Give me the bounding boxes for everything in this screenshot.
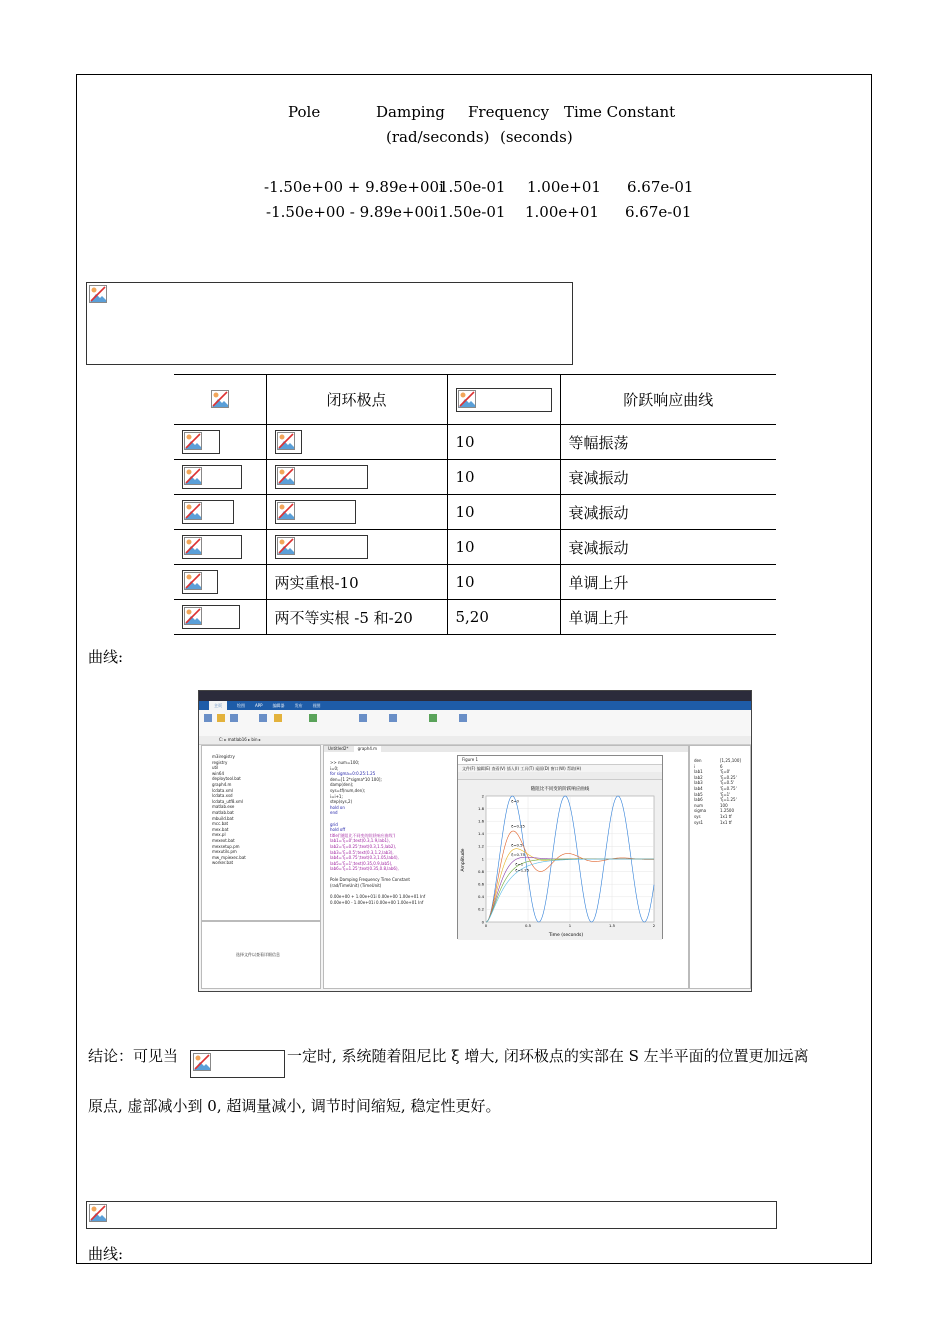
code-line: Pole Damping Frequency Time Constant bbox=[330, 877, 410, 883]
file-item[interactable]: mw_mpiexec.bat bbox=[212, 854, 246, 860]
file-item[interactable]: win64 bbox=[212, 770, 225, 776]
equation-image-placeholder bbox=[86, 282, 573, 365]
editor-tab[interactable]: graph4.m bbox=[354, 746, 381, 752]
matlab-ribbon bbox=[199, 710, 751, 737]
details-pane bbox=[201, 921, 321, 989]
variable-value: 'ξ=0.5' bbox=[720, 780, 735, 786]
conclusion-line-2: 原点, 虚部减小到 0, 超调量减小, 调节时间缩短, 稳定性更好。 bbox=[88, 1097, 501, 1115]
details-text: 选择文件以查看详细信息 bbox=[236, 952, 280, 957]
y-tick-label: 0.6 bbox=[477, 881, 484, 887]
ribbon-tab[interactable]: 发布 bbox=[294, 703, 303, 708]
pole-response-table bbox=[174, 374, 776, 635]
file-item[interactable]: matlab.bat bbox=[212, 809, 234, 815]
ribbon-tab[interactable]: 视图 bbox=[312, 703, 321, 708]
variable-value: 'ξ=1.25' bbox=[720, 797, 737, 803]
zeta-value-image bbox=[182, 605, 240, 629]
file-item[interactable]: matlab.exe bbox=[212, 804, 235, 810]
table-row bbox=[174, 495, 776, 530]
variable-name: i bbox=[694, 763, 696, 769]
code-line: hold on bbox=[330, 804, 345, 810]
damp-header-damping: Damping bbox=[376, 103, 445, 121]
variable-name: sys bbox=[694, 813, 701, 819]
ribbon-tab[interactable]: 主页 bbox=[209, 701, 227, 710]
pole-value-image bbox=[275, 500, 356, 524]
curve-label-2: 曲线: bbox=[88, 1245, 124, 1263]
code-line: 0.00e+00 - 1.00e+01i 0.00e+00 1.00e+01 Inf bbox=[330, 899, 424, 905]
x-tick-label: 0 bbox=[484, 923, 488, 928]
code-line: damp(den); bbox=[330, 782, 354, 788]
variable-value: 1.2500 bbox=[720, 808, 734, 814]
damp-row-1-frequency: 1.00e+01 bbox=[527, 178, 601, 196]
ribbon-tab[interactable]: 绘图 bbox=[237, 703, 245, 708]
wn-cell: 10 bbox=[447, 460, 560, 495]
table-row bbox=[174, 565, 776, 600]
wn-cell: 10 bbox=[447, 530, 560, 565]
damp-header-frequency: Frequency bbox=[468, 103, 550, 121]
damp-row-2-frequency: 1.00e+01 bbox=[525, 203, 599, 221]
table-row bbox=[174, 425, 776, 460]
code-line: title('随阻比不同变的阶跃响应曲线') bbox=[330, 832, 396, 838]
y-tick-label: 0.2 bbox=[477, 906, 484, 912]
code-line: >> num=100; bbox=[330, 760, 360, 765]
variable-value: [1,25,100] bbox=[720, 758, 741, 763]
y-tick-label: 1 bbox=[481, 856, 484, 862]
matlab-titlebar bbox=[199, 691, 751, 701]
pole-value-image bbox=[275, 465, 368, 489]
table-row bbox=[174, 530, 776, 565]
code-line: lab4='ξ=0.75';text(0.3,1.05,lab4), bbox=[330, 855, 399, 861]
variable-name: sys1 bbox=[694, 819, 704, 825]
x-tick-label: 0.5 bbox=[524, 923, 532, 928]
workspace-list bbox=[694, 758, 750, 825]
table-row bbox=[174, 600, 776, 635]
code-line: den=[1 2*sigma*10 100]; bbox=[330, 776, 382, 782]
file-item[interactable]: lcdata.xsd bbox=[212, 793, 233, 799]
file-item[interactable]: mexext.bat bbox=[212, 837, 235, 843]
code-line: for sigma=0:0.25:1.25 bbox=[330, 771, 376, 777]
page-frame bbox=[76, 74, 872, 1264]
damp-row-2-damping: 1.50e-01 bbox=[439, 203, 506, 221]
x-axis-label: Time (seconds) bbox=[548, 933, 584, 938]
code-line: lab5='ξ=1';text(0.35,0.9,lab5), bbox=[330, 860, 393, 866]
y-tick-label: 0.4 bbox=[477, 894, 484, 900]
table-row bbox=[174, 460, 776, 495]
y-tick-label: 0.8 bbox=[477, 868, 484, 874]
code-line: lab6='ξ=1.25';text(0.35,0.8,lab6), bbox=[330, 866, 399, 872]
series-annotation: ξ=0.5 bbox=[511, 842, 523, 848]
file-item[interactable]: mcc.bat bbox=[212, 821, 229, 827]
pole-value-image bbox=[275, 430, 302, 454]
file-item[interactable]: m3iregistry bbox=[212, 754, 235, 759]
header-wn-cell bbox=[447, 375, 560, 425]
variable-name: sigma bbox=[694, 808, 707, 814]
variable-name: lab2 bbox=[694, 774, 703, 780]
pole-cell: 两不等实根 -5 和-20 bbox=[266, 600, 447, 635]
damp-row-1-time: 6.67e-01 bbox=[627, 178, 694, 196]
current-folder-path[interactable]: C: ▸ matlab16 ▸ bin ▸ bbox=[219, 737, 261, 742]
response-cell: 衰减振动 bbox=[560, 495, 776, 530]
variable-value: 1x1 tf bbox=[720, 819, 732, 825]
file-item[interactable]: util bbox=[212, 765, 219, 771]
response-cell: 单调上升 bbox=[560, 565, 776, 600]
damp-row-1-pole: -1.50e+00 + 9.89e+00i bbox=[264, 178, 444, 196]
variable-name: lab5 bbox=[694, 791, 703, 797]
response-cell: 衰减振动 bbox=[560, 530, 776, 565]
file-item[interactable]: mbuild.bat bbox=[212, 815, 234, 821]
figure-toolbar bbox=[458, 772, 662, 780]
variable-name: lab4 bbox=[694, 785, 703, 791]
damp-row-2-time: 6.67e-01 bbox=[625, 203, 692, 221]
matlab-ribbon-tabs bbox=[199, 701, 751, 710]
table-header-row bbox=[174, 375, 776, 425]
broken-image-icon bbox=[193, 1053, 211, 1071]
code-line: grid bbox=[330, 821, 338, 827]
variable-name: lab1 bbox=[694, 769, 703, 775]
workspace-pane bbox=[689, 745, 751, 989]
file-item[interactable]: deploytool.bat bbox=[212, 776, 241, 782]
damp-header-time-constant: Time Constant bbox=[564, 103, 676, 121]
header-poles-cell: 闭环极点 bbox=[266, 375, 447, 425]
response-cell: 单调上升 bbox=[560, 600, 776, 635]
variable-value: 'ξ=0.75' bbox=[720, 785, 737, 791]
series-annotation: ξ=0 bbox=[511, 798, 519, 804]
plot-area bbox=[478, 793, 656, 928]
variable-value: 1x1 tf bbox=[720, 813, 732, 819]
y-tick-label: 2 bbox=[481, 793, 484, 799]
step-response-chart bbox=[458, 780, 662, 940]
damp-header-pole: Pole bbox=[288, 103, 321, 121]
zeta-value-image bbox=[182, 430, 220, 454]
wn-cell: 5,20 bbox=[447, 600, 560, 635]
chart-title: 随阻比不同变的阶跃响应曲线 bbox=[530, 787, 590, 792]
second-equation-placeholder bbox=[86, 1201, 777, 1229]
variable-name: den bbox=[694, 758, 702, 763]
pole-cell: 两实重根-10 bbox=[266, 565, 447, 600]
damp-row-1-damping: 1.50e-01 bbox=[439, 178, 506, 196]
zeta-value-image bbox=[182, 535, 242, 559]
code-line: end bbox=[330, 810, 338, 816]
file-item[interactable]: lcdata_utf8.xml bbox=[212, 798, 244, 804]
sigma-symbol-image bbox=[211, 388, 229, 412]
variable-value: 'ξ=1' bbox=[720, 791, 731, 797]
variable-value: 'ξ=0' bbox=[720, 769, 731, 775]
damp-unit-frequency: (rad/seconds) bbox=[386, 128, 490, 146]
response-cell: 等幅振荡 bbox=[560, 425, 776, 460]
zeta-value-image bbox=[182, 500, 234, 524]
y-axis-label: Amplitude bbox=[461, 848, 466, 872]
x-tick-label: 1 bbox=[568, 923, 572, 928]
x-tick-label: 1.5 bbox=[608, 923, 616, 928]
series-annotation: ξ=1 bbox=[515, 861, 524, 867]
response-cell: 衰减振动 bbox=[560, 460, 776, 495]
ribbon-icons bbox=[199, 710, 751, 736]
code-line: hold off bbox=[330, 827, 346, 833]
x-tick-label: 2 bbox=[652, 923, 656, 928]
code-line: step(sys,2) bbox=[330, 799, 353, 805]
omega-symbol-image bbox=[456, 388, 552, 412]
conclusion-prefix: 结论：可见当 bbox=[88, 1047, 179, 1065]
y-tick-label: 0 bbox=[481, 919, 484, 925]
variable-value: 'ξ=0.25' bbox=[720, 774, 737, 780]
file-item[interactable]: mex.bat bbox=[212, 826, 229, 832]
file-item[interactable]: mexsetup.pm bbox=[212, 843, 240, 849]
conclusion-inline-image bbox=[190, 1050, 285, 1078]
series-annotation: ξ=0.25 bbox=[511, 823, 525, 829]
curve-label: 曲线: bbox=[88, 648, 124, 666]
code-line: sys=tf(num,den); bbox=[330, 787, 366, 793]
damp-unit-time: (seconds) bbox=[500, 128, 573, 146]
editor-tabs bbox=[324, 746, 688, 752]
zeta-value-image bbox=[182, 570, 218, 594]
conclusion-text: 一定时, 系统随着阻尼比 ξ 增大, 闭环极点的实部在 S 左半平面的位置更加远离 bbox=[287, 1047, 809, 1065]
file-item[interactable]: registry bbox=[212, 759, 228, 765]
ribbon-tab[interactable]: APP bbox=[255, 703, 263, 708]
code-line: 0.00e+00 + 1.00e+01i 0.00e+00 1.00e+01 Inf bbox=[330, 894, 426, 900]
code-line: lab3='ξ=0.5';text(0.3,1.2,lab3), bbox=[330, 849, 394, 855]
damp-row-2-pole: -1.50e+00 - 9.89e+00i bbox=[266, 203, 439, 221]
file-item[interactable]: mex.pl bbox=[212, 832, 226, 838]
y-tick-label: 1.2 bbox=[477, 843, 484, 849]
zeta-value-image bbox=[182, 465, 242, 489]
y-tick-label: 1.4 bbox=[477, 831, 484, 837]
file-item[interactable]: lcdata.xml bbox=[212, 787, 233, 793]
variable-name: lab6 bbox=[694, 797, 703, 803]
file-item[interactable]: mexutils.pm bbox=[212, 849, 237, 855]
pole-value-image bbox=[275, 535, 368, 559]
broken-image-icon bbox=[89, 1204, 107, 1222]
editor-tab[interactable]: Untitled2* bbox=[328, 746, 349, 751]
header-response-cell: 阶跃响应曲线 bbox=[560, 375, 776, 425]
series-annotation: ξ=0.75 bbox=[511, 851, 525, 857]
y-tick-label: 1.6 bbox=[477, 818, 484, 824]
matlab-screenshot bbox=[198, 690, 752, 992]
code-line: lab1='ξ=0';text(0.3,1.9,lab1), bbox=[330, 838, 390, 844]
wn-cell: 10 bbox=[447, 425, 560, 460]
figure-title: Figure 1 bbox=[458, 756, 662, 765]
variable-value: 6 bbox=[720, 763, 723, 769]
current-folder-pane bbox=[201, 745, 321, 921]
code-line: (rad/TimeUnit) (TimeUnit) bbox=[330, 883, 382, 889]
code-line: i=i+1; bbox=[330, 793, 343, 799]
y-tick-label: 1.8 bbox=[477, 805, 484, 811]
ribbon-tab[interactable]: 编辑器 bbox=[272, 703, 285, 708]
figure-window bbox=[457, 755, 663, 939]
wn-cell: 10 bbox=[447, 495, 560, 530]
variable-name: num bbox=[694, 802, 703, 808]
file-list bbox=[212, 754, 320, 866]
broken-image-icon bbox=[89, 285, 107, 303]
variable-name: lab3 bbox=[694, 780, 703, 786]
figure-menu: 文件(F) 编辑(E) 查看(V) 插入(I) 工具(T) 桌面(D) 窗口(W) 帮助(H) bbox=[458, 765, 662, 772]
file-item[interactable]: worker.bat bbox=[212, 860, 234, 866]
file-item[interactable]: graph4.m bbox=[212, 781, 232, 787]
variable-value: 100 bbox=[720, 802, 728, 808]
code-line: lab2='ξ=0.25';text(0.3,1.5,lab2), bbox=[330, 843, 397, 849]
wn-cell: 10 bbox=[447, 565, 560, 600]
header-sigma-cell bbox=[174, 375, 266, 425]
series-annotation: ξ=1.25 bbox=[515, 867, 530, 873]
code-line: i=0; bbox=[330, 765, 339, 771]
matlab-path-bar bbox=[199, 736, 751, 745]
workspace-variable[interactable] bbox=[694, 820, 750, 826]
